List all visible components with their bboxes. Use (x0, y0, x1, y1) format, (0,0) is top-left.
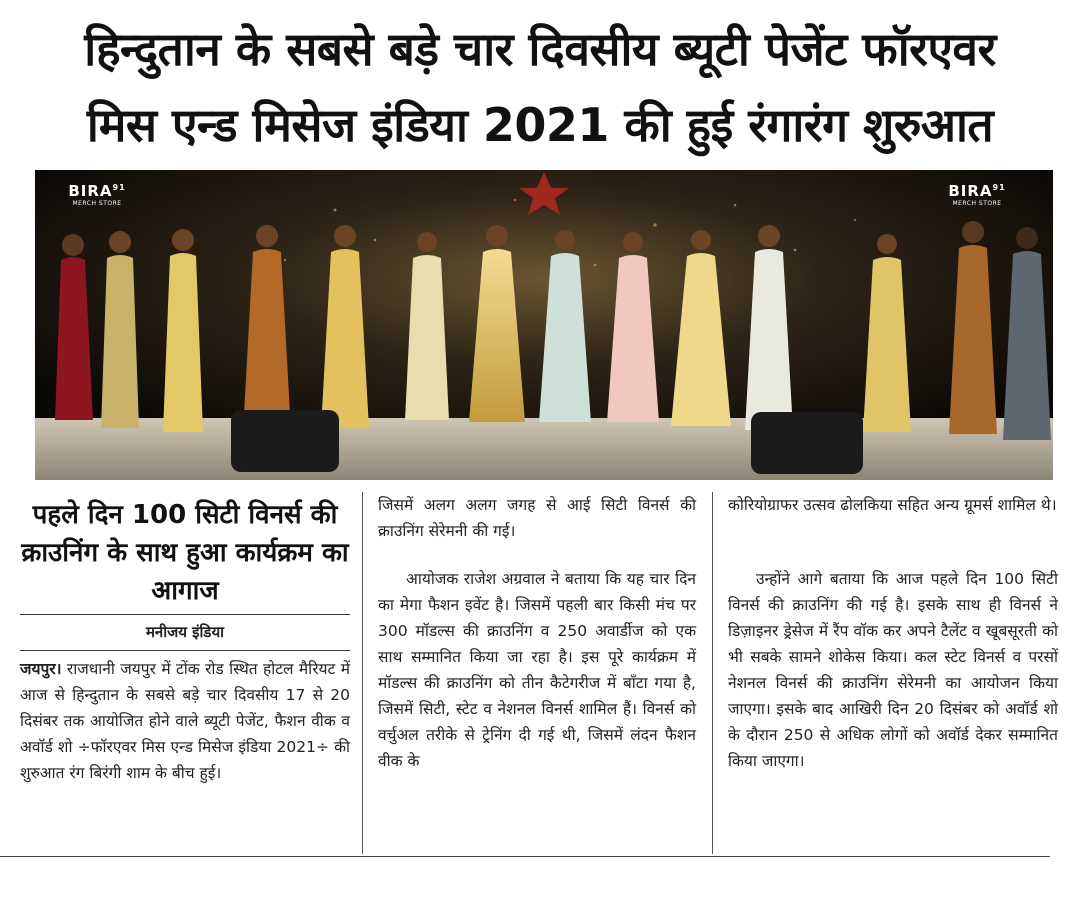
event-photo (35, 170, 1053, 480)
article-subheading: पहले दिन 100 सिटी विनर्स की क्राउनिंग के साथ हुआ कार्यक्रम का आगाज (21, 500, 349, 606)
dateline: जयपुर। (20, 660, 62, 678)
column-3-para-2: उन्होंने आगे बताया कि आज पहले दिन 100 सिटी विनर्स की क्राउनिंग की गई है। इसके साथ ही विनर्स ने डिज़ाइनर ड्रेसेज में रैंप वॉक कर अपने टैलेंट व खूबसूरती को भी सबके सामने शोकेस किया। कल स्टेट विनर्स व परसों नेशनल विनर्स की क्राउनिंग सेरेमनी का आयोजन किया जाएगा। इसके बाद आखिरी दिन 20 दिसंबर को अवॉर्ड शो के दौरान 250 से अधिक लोगों को अवॉर्ड देकर सम्मानित किया जाएगा। (728, 570, 1058, 770)
headline-line-2: मिस एन्ड मिसेज इंडिया 2021 की हुई रंगारंग शुरुआत (86, 98, 994, 152)
bira-logo-left: BIRA$^{91}$ MERCH STORE (68, 182, 126, 207)
speaker-right (751, 412, 863, 474)
stage-illustration (35, 170, 1053, 480)
byline: मनीजय इंडिया (145, 623, 225, 641)
headline-line-1: हिन्दुतान के सबसे बड़े चार दिवसीय ब्यूटी पेजेंट फॉरएवर (84, 22, 996, 76)
bottom-rule (0, 856, 1050, 857)
column-2-para-1: जिसमें अलग अलग जगह से आई सिटी विनर्स की क्राउनिंग सेरेमनी की गई। (378, 496, 696, 540)
column-2-para-2: आयोजक राजेश अग्रवाल ने बताया कि यह चार दिन का मेगा फैशन इवेंट है। जिसमें पहली बार किसी मंच पर 300 मॉडल्स की क्राउनिंग व 250 अवार्डीज को एक साथ सम्मानित किया जा रहा है। इस पूरे कार्यक्रम में मॉडल्स की क्राउनिंग को तीन कैटेगरीज में बाँटा गया है, जिसमें सिटी, स्टेट व नेशनल विनर्स शामिल हैं। विनर्स को वर्चुअल तरीके से ट्रेनिंग दी गई थी, जिसमें लंदन फैशन वीक के (378, 570, 696, 770)
subhead-rule (20, 614, 350, 615)
byline-rule (20, 650, 350, 651)
bira-logo-right: BIRA$^{91}$ MERCH STORE (948, 182, 1006, 207)
column-1-text (20, 656, 350, 786)
column-divider-2 (712, 492, 713, 854)
column-divider-1 (362, 492, 363, 854)
speaker-left (231, 410, 339, 472)
column-3-para-1: कोरियोग्राफर उत्सव ढोलकिया सहित अन्य ग्रूमर्स शामिल थे। (728, 496, 1057, 514)
column-1-body: राजधानी जयपुर में टोंक रोड स्थित होटल मैरियट में आज से हिन्दुतान के सबसे बड़े चार दिवसीय 17 से 20 दिसंबर तक आयोजित होने वाले ब्यूटी पेजेंट, फैशन वीक व अवॉर्ड शो ÷फॉरएवर मिस एन्ड मिसेज इंडिया 2021÷ की शुरुआत रंग बिरंगी शाम के बीच हुई। (20, 660, 350, 782)
